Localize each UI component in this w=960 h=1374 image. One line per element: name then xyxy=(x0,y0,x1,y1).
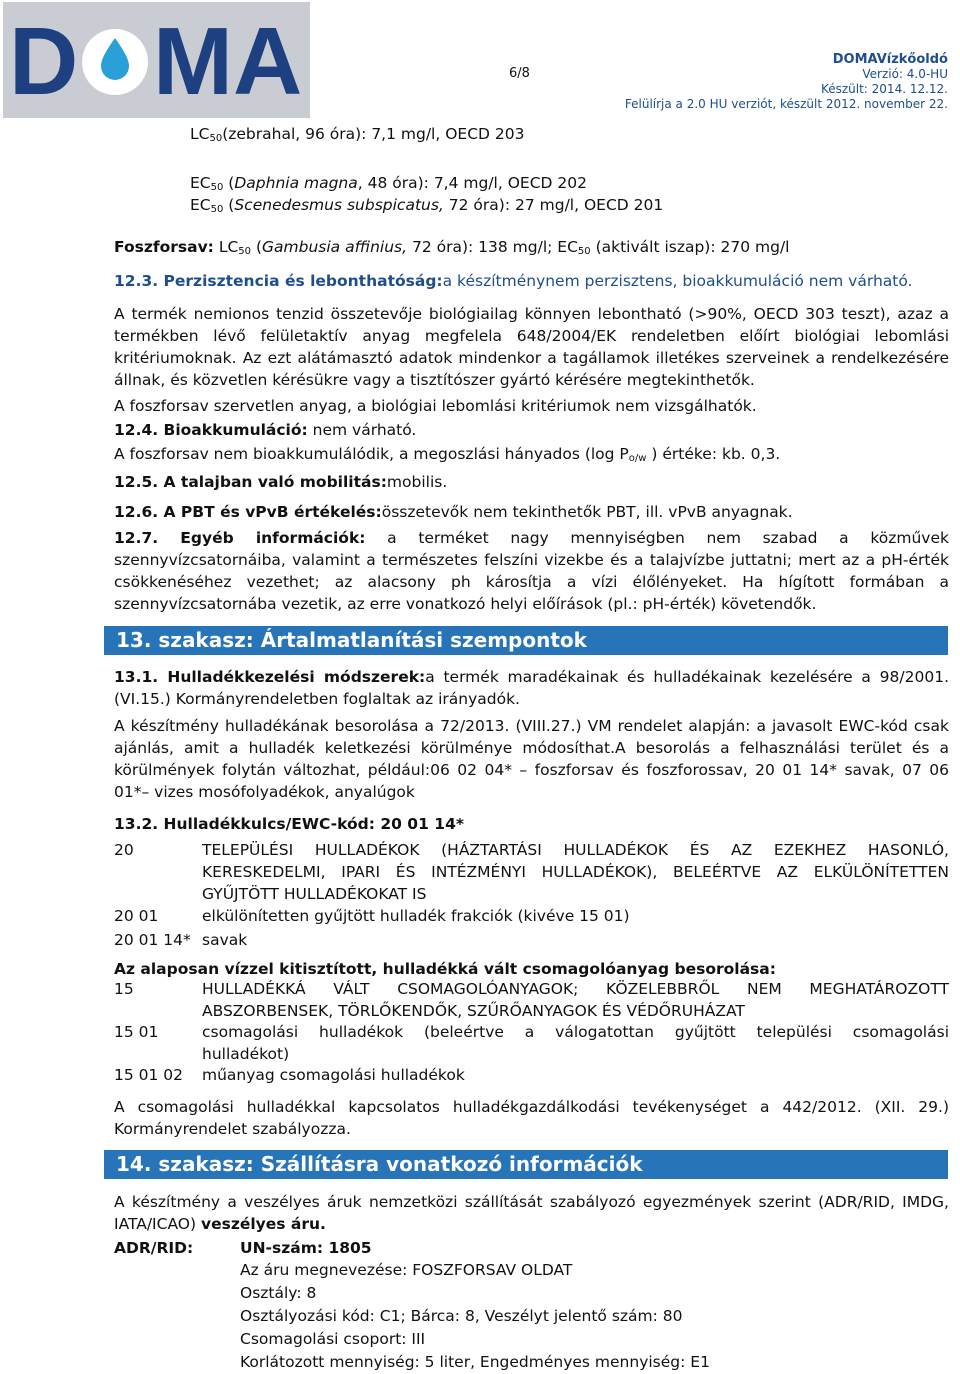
species-name: Scenedesmus subspicatus, xyxy=(234,196,444,214)
section-14-title: 14. szakasz: Szállításra vonatkozó információk xyxy=(116,1152,643,1176)
lc50-zebrafish-line xyxy=(190,123,524,150)
lc50-sub: 50 xyxy=(209,133,223,144)
heading-13-2 xyxy=(114,813,464,835)
ewc-desc-line: HULLADÉKKÁ VÁLT CSOMAGOLÓANYAGOK; KÖZELEBBRŐL NEM MEGHATÁROZOTT xyxy=(202,980,949,998)
lc50-label: LC xyxy=(190,125,210,143)
lc50-sub: 50 xyxy=(238,246,252,257)
heading-12-5: 12.5. A talajban való mobilitás: xyxy=(114,473,387,491)
waste-treatment-text: a termék maradékainak és hulladékainak kezelésére a 98/2001. (VI.15.) Kormányrendeletben foglaltak az irányadók. xyxy=(114,668,949,708)
adr-rid-label xyxy=(114,1237,193,1259)
ewc-desc-line: ABSZORBENSEK, TÖRLŐKENDŐK, SZŰRŐANYAGOK ÉS VÉDŐRUHÁZAT xyxy=(202,1002,745,1020)
ewc-desc-line: elkülönítetten gyűjtött hulladék frakciók (kivéve 15 01) xyxy=(202,907,630,925)
supersedes-note: Felülírja a 2.0 HU verziót, készült 2012. november 22. xyxy=(624,97,948,111)
document-meta xyxy=(625,52,948,112)
heading-12-7: 12.7. Egyéb információk: xyxy=(114,529,366,547)
heading-13-1: 13.1. Hulladékkezelési módszerek: xyxy=(114,668,426,686)
ec50-value: 72 óra): 27 mg/l, OECD 201 xyxy=(443,196,664,214)
ec50-scenedesmus-line xyxy=(190,194,663,221)
product-name: DOMAVízkőoldó xyxy=(832,52,948,67)
ec50-label: EC xyxy=(190,196,211,214)
ec50-sub: 50 xyxy=(577,246,591,257)
phosphoric-acid-tox-line xyxy=(114,236,789,263)
section-12-4-heading xyxy=(114,419,416,441)
ewc-desc-line: KERESKEDELMI, IPARI ÉS INTÉZMÉNYI HULLADÉKOK), BELEÉRTVE AZ ELKÜLÖNÍTETTEN xyxy=(202,863,949,881)
ewc-desc-line: műanyag csomagolási hulladékok xyxy=(202,1066,465,1084)
transport-detail: Csomagolási csoport: III xyxy=(240,1330,426,1348)
page-header xyxy=(0,0,960,120)
ec50-sub: 50 xyxy=(210,182,224,193)
un-number xyxy=(240,1237,372,1259)
ec50-value: , 48 óra): 7,4 mg/l, OECD 202 xyxy=(357,174,587,192)
paren-open: ( xyxy=(223,196,235,214)
heading-12-3: 12.3. Perzisztencia és lebonthatóság: xyxy=(114,272,443,290)
transport-intro-text: A készítmény a veszélyes áruk nemzetközi szállítását szabályozó egyezmények szerint (ADR/RID, IMDG, IATA/ICAO) xyxy=(114,1193,949,1233)
ewc-desc-line: GYŰJTÖTT HULLADÉKOKAT IS xyxy=(202,885,427,903)
paren-open: ( xyxy=(223,174,235,192)
heading-12-4-text: nem várható. xyxy=(307,421,417,439)
heading-12-4: 12.4. Bioakkumuláció: xyxy=(114,421,308,439)
heading-12-3-text: a készítménynem perzisztens, bioakkumuláció nem várható. xyxy=(442,272,913,290)
page-number: 6/8 xyxy=(509,66,530,81)
adr-rid-label-text: ADR/RID: xyxy=(114,1239,194,1257)
paren-open: ( xyxy=(251,238,262,256)
ewc-desc-line: savak xyxy=(202,931,248,949)
doma-logo xyxy=(3,2,310,118)
species-name: Gambusia affinius, xyxy=(262,238,408,256)
ewc-desc-line: TELEPÜLÉSI HULLADÉKOK (HÁZTARTÁSI HULLADÉKOK ÉS AZ EZEKHEZ HASONLÓ, xyxy=(202,841,949,859)
ewc-code: 15 01 xyxy=(114,1023,159,1041)
section-12-7 xyxy=(114,527,949,615)
section-14-bar xyxy=(104,1150,948,1179)
lc50-value: 72 óra): 138 mg/l; EC xyxy=(407,238,578,256)
lc50-value: (zebrahal, 96 óra): 7,1 mg/l, OECD 203 xyxy=(222,125,525,143)
version: Verzió: 4.0-HU xyxy=(862,67,948,81)
ewc-code: 20 xyxy=(114,841,134,859)
packaging-heading-text: Az alaposan vízzel kitisztított, hulladékká vált csomagolóanyag besorolása: xyxy=(114,960,776,978)
ewc-code-heading: 13.2. Hulladékkulcs/EWC-kód: 20 01 14* xyxy=(114,815,464,833)
transport-detail: Osztályozási kód: C1; Bárca: 8, Veszélyt jelentő szám: 80 xyxy=(240,1307,683,1325)
logo-letters-ma: MA xyxy=(153,8,303,115)
logp-value: ) értéke: kb. 0,3. xyxy=(646,445,781,463)
ewc-code: 15 01 02 xyxy=(114,1066,184,1084)
ewc-code: 15 xyxy=(114,980,134,998)
un-number-text: UN-szám: 1805 xyxy=(240,1239,372,1257)
inorganic-note: A foszforsav szervetlen anyag, a biológiai lebomlási kritériumok nem vizsgálhatók. xyxy=(114,397,757,415)
logp-sub: o/w xyxy=(628,453,647,464)
section-13-title: 13. szakasz: Ártalmatlanítási szempontok xyxy=(116,628,587,652)
section-13-bar xyxy=(104,626,948,655)
packaging-regulation-paragraph: A csomagolási hulladékkal kapcsolatos hulladékgazdálkodási tevékenységet a 442/2012. (XII. 29.) Kormányrendelet szabályozza. xyxy=(114,1098,949,1138)
logo-letter-d: D xyxy=(9,8,79,115)
other-info-text: a terméket nagy mennyiségben nem szabad a közművek szennyvízcsatornáiba, valamint a természetes felszíni vizekbe és a talajvízbe juttatni; mert az a pH-érték csökkenéséhez vezethet; az alacsony ph károsítja a vízi élőlényeket. Ha hígított formában a szennyvízcsatornába vezetik, az erre vonatkozó helyi előírások (pl.: pH-érték) követendők. xyxy=(114,529,949,613)
ewc-desc-line: csomagolási hulladékok (beleértve a válogatottan gyűjtött települési csomagolási xyxy=(202,1023,949,1041)
ewc-code: 20 01 xyxy=(114,907,159,925)
biodegradability-paragraph: A termék nemionos tenzid összetevője biológiailag könnyen lebontható (>90%, OECD 303 teszt), azaz a termékben lévő felületaktív anyag megfelela 648/2004/EK rendeletben előírt biológiai lebomlási kritériumoknak. Az ezt alátámasztó adatok mindenkor a tagállamok illetékes szerveinek a rendelkezésére állnak, és közvetlen kérésükre vagy a tisztítószer gyártó kérésére megtekinthetők. xyxy=(114,305,949,389)
mobility-value: mobilis. xyxy=(386,473,448,491)
doma-logo-graphic xyxy=(3,2,310,118)
ec50-value: (aktivált iszap): 270 mg/l xyxy=(590,238,790,256)
logp-text: A foszforsav nem bioakkumulálódik, a megoszlási hányados (log P xyxy=(114,445,629,463)
species-name: Daphnia magna xyxy=(234,174,358,192)
bioaccumulation-paragraph xyxy=(114,443,780,470)
ewc-desc-line: hulladékot) xyxy=(202,1045,290,1063)
transport-detail: Az áru megnevezése: FOSZFORSAV OLDAT xyxy=(240,1261,573,1279)
heading-12-6: 12.6. A PBT és vPvB értékelés: xyxy=(114,503,382,521)
ec50-sub: 50 xyxy=(210,204,224,215)
transport-intro xyxy=(114,1191,949,1235)
ewc-code: 20 01 14* xyxy=(114,931,191,949)
phosphoric-acid-label: Foszforsav: xyxy=(114,238,214,256)
transport-detail: Korlátozott mennyiség: 5 liter, Engedményes mennyiség: E1 xyxy=(240,1353,710,1371)
waste-classification-paragraph: A készítmény hulladékának besorolása a 72/2013. (VIII.27.) VM rendelet alapján: a javasolt EWC-kód csak ajánlás, amit a hulladék keletkezési körülménye módosíthat.A besorolás a felhasználási terület és a körülmények folytán változhat, például:06 02 04* – foszforsav és foszforossav, 20 01 14* savak, 07 06 01*– vizes mosófolyadékok, anyalúgok xyxy=(114,717,949,801)
transport-detail: Osztály: 8 xyxy=(240,1284,317,1302)
packaging-heading xyxy=(114,958,776,980)
lc50-label: LC xyxy=(213,238,239,256)
section-12-6 xyxy=(114,501,793,523)
created-date: Készült: 2014. 12.12. xyxy=(820,82,948,96)
section-12-3-heading xyxy=(114,270,954,292)
ec50-label: EC xyxy=(190,174,211,192)
section-13-1 xyxy=(114,666,949,710)
dangerous-goods-label: veszélyes áru. xyxy=(200,1215,326,1233)
pbt-value: összetevők nem tekinthetők PBT, ill. vPvB anyagnak. xyxy=(381,503,793,521)
section-12-5 xyxy=(114,471,447,493)
